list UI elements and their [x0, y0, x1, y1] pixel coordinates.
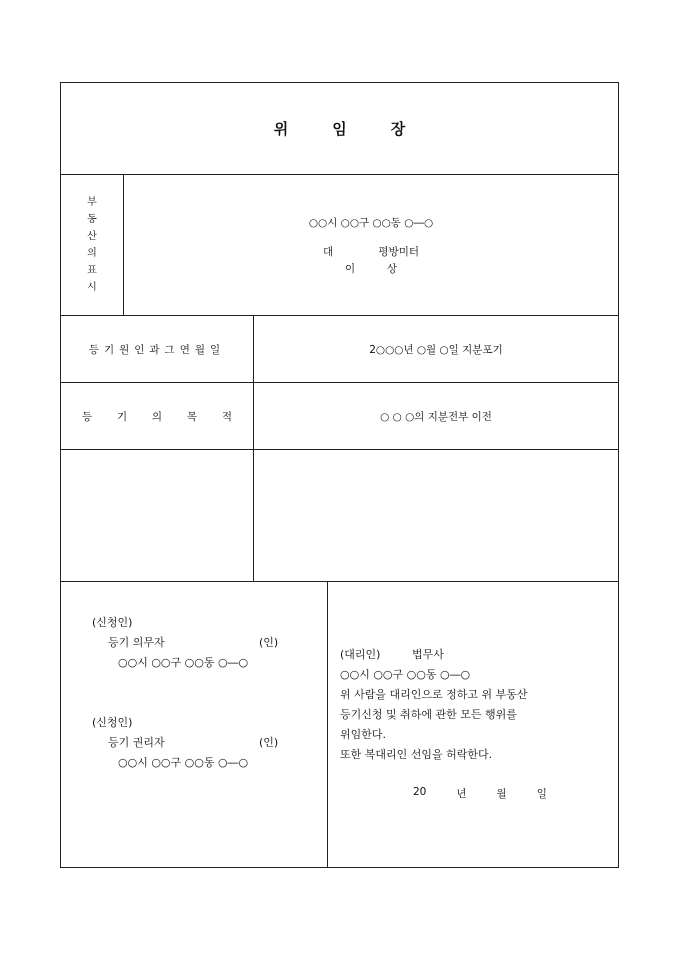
property-label	[61, 175, 123, 315]
purpose-label-cell	[61, 383, 253, 449]
property-more-line	[345, 261, 397, 276]
purpose-label-char: 의	[151, 410, 163, 423]
agent-text-line: 위 사람을 대리인으로 정하고 위 부동산	[340, 688, 528, 701]
blank-label-cell	[61, 450, 253, 581]
property-label-char: 시	[87, 282, 97, 293]
agent-text-line: 위임한다.	[340, 728, 387, 741]
rightholder-title: 등기 권리자	[108, 736, 165, 749]
divider-signature-columns	[327, 581, 328, 868]
property-label-char: 산	[87, 231, 97, 242]
property-area-right: 평방미터	[378, 245, 419, 258]
property-more-left: 이	[345, 262, 356, 275]
obligor-seal: (인)	[259, 636, 279, 649]
property-label-char: 부	[87, 197, 97, 208]
agent-address: ○○시 ○○구 ○○동 ○―○	[340, 668, 471, 681]
property-address: ○○시 ○○구 ○○동 ○―○	[308, 216, 434, 229]
date-year-prefix: 20	[413, 786, 427, 798]
page-title: 위임장	[273, 119, 450, 138]
obligor-address: ○○시 ○○구 ○○동 ○―○	[118, 656, 249, 669]
date-day: 일	[536, 788, 547, 800]
agent-date	[413, 786, 547, 801]
property-details	[124, 175, 618, 315]
purpose-label	[82, 409, 232, 424]
cause-label: 등기원인과그연월일	[88, 343, 226, 356]
date-year: 년	[456, 788, 467, 800]
property-area-line	[323, 244, 419, 259]
agent-text-line: 등기신청 및 취하에 관한 모든 행위를	[340, 708, 517, 721]
purpose-value: ○ ○ ○의 지분전부 이전	[380, 410, 492, 423]
rightholder-address: ○○시 ○○구 ○○동 ○―○	[118, 756, 249, 769]
cause-value-cell	[254, 316, 618, 382]
agent-title: 법무사	[412, 648, 444, 661]
purpose-label-char: 등	[82, 410, 93, 423]
purpose-label-char: 목	[186, 410, 198, 423]
property-label-char: 표	[87, 265, 97, 276]
property-label-char: 의	[87, 248, 97, 259]
cause-value: 2○○○년 ○월 ○일 지분포기	[369, 343, 503, 356]
purpose-label-char: 기	[116, 410, 128, 423]
obligor-role: (신청인)	[92, 616, 133, 629]
rightholder-role: (신청인)	[92, 716, 133, 729]
rightholder-seal: (인)	[259, 736, 279, 749]
obligor-title: 등기 의무자	[108, 636, 165, 649]
purpose-label-char: 적	[221, 410, 232, 423]
purpose-value-cell	[254, 383, 618, 449]
divider-blank	[60, 581, 619, 582]
property-area-left: 대	[323, 245, 334, 258]
agent-text-line: 또한 복대리인 선임을 허락한다.	[340, 748, 493, 761]
cause-label-cell	[61, 316, 253, 382]
property-label-char: 동	[87, 214, 97, 225]
property-more-right: 상	[386, 262, 397, 275]
agent-label: (대리인)	[340, 648, 381, 661]
date-month: 월	[496, 788, 507, 800]
blank-value-cell	[254, 450, 618, 581]
